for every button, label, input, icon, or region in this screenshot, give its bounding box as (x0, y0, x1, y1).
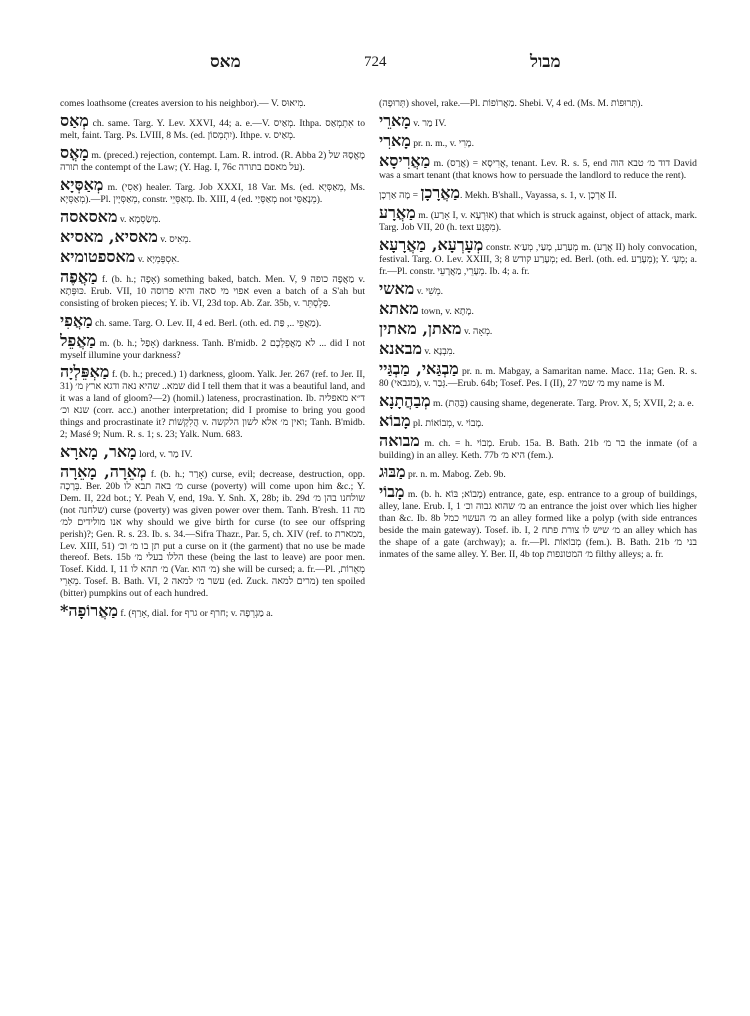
entry (379, 112, 697, 130)
headword: מַאְפֵּלְיָה (60, 362, 110, 382)
entry-text: (תְּרוּפָה) shovel, rake.—Pl. מַאֲרוֹפוֹת. Shebi. V, 4 ed. (Ms. M. תְּרוּפוֹת). (379, 98, 643, 109)
entry-text: pr. n. m., v. מָרִי. (413, 138, 475, 149)
entry-text: v. מִבְנָא. (424, 345, 455, 357)
entry-text: ch. same. Targ. Y. Lev. XXVI, 44; a. e.—V. מְאַיס. Ithpa. אִתְמְאַס to melt, faint. Targ. Ps. LVIII, 8 Ms. (ed. יִתְמְסוֹן). Ithpe. v. מְאַיס. (60, 118, 365, 141)
entry (379, 392, 697, 410)
headword: מְאַס (60, 111, 89, 130)
entry-text: lord, v. מַר IV. (139, 448, 193, 460)
entry (379, 152, 697, 182)
entry (379, 463, 697, 481)
headword: מאשי (379, 278, 415, 298)
entry (379, 184, 697, 202)
entry (60, 92, 365, 110)
headword: מַבּוּג (379, 462, 406, 482)
headword: מאספטומיא (60, 246, 136, 266)
entry-text: v. מְשִׁי. (416, 285, 444, 297)
headword: מָארִי (379, 131, 411, 150)
entry-text: m. (אָרַע I, v. אוּרְעָא) that which is struck against, object of attack, mark. Targ. Job VII, 20 (h. text מִפְגָּע). (379, 209, 697, 233)
entry-text: constr. מְעַרַע, מָעַי, מְעַ׳א m. (אֲרַע II) holy convocation, festival. Targ. O. Lev. XXIII, 3; 8 מְעָרַע קודש; ed. Berl. (oth. ed. מְעָרַע); Y. מְעָ׳; a. fr.—Pl. constr. מְעָרֵי, מַאֲרָעֵי. Ib. 4; a. fr. (379, 241, 697, 277)
entry-text: m. (b. h. מָבוֹא; בּוֹא) entrance, gate, esp. entrance to a group of buildings, alley, lane. Erub. I, 1 מ׳ שהוא גבוה וכ׳ an entrance the joist over which lies higher than &c. Ib. 8b מ׳ העשוי כמל an alley formed like a polyp (with side entrances beside the main gateway). Tosef. ib. I, 2 מ׳ שיש לו צורת פתח an alley which has the shape of a gate (archway); a. fr.—Pl. מְבוֹאוֹת (fem.). B. Bath. 21b בני מ׳ inmates of the same alley. Y. Ber. II, 4b top מ׳ המטונפות filthy alleys; a. fr. (379, 489, 697, 561)
entry (379, 432, 697, 462)
header-left-word: מאס (210, 52, 241, 72)
entry-text: f. (b. h.; אָפָה) something baked, batch. Men. V, 9 מַאֲפֶה כופה v. כּוּפְּתָא. Erub. VII, 10 אפוי מי סאה והיא פרוסה even a batch of a S'ah but consisting of broken pieces; Y. ib. VI, 23d top. Ab. Zar. 35b, v. פַּלְסְתֵּר. (60, 273, 365, 309)
headword: מאסאסה (60, 206, 118, 226)
entry (379, 92, 697, 110)
headword: מבואה (379, 430, 420, 450)
headword: מַבְגַּאי, מַבְגַּיי (379, 358, 459, 378)
page-header (60, 52, 700, 76)
entry (60, 112, 365, 142)
headword: מְבַהֲתָנָא (379, 390, 431, 410)
entry-text: m. (אֲרַס) = אֲרִיסָא, tenant. Lev. R. s. 5, end דוד מ׳ טבא הוה David was a smart tenant (that knows how to persuade the landlord to reduce the rent). (379, 158, 697, 181)
page-number: 724 (364, 54, 387, 70)
entry (379, 360, 697, 390)
entry-text: f. (אָרַף, dial. for גרף or חרף; v. מַגְרֵפָה a. (120, 608, 273, 620)
entry (379, 412, 697, 430)
entry (60, 363, 365, 441)
headword: מאתן, מאתין (379, 318, 462, 338)
entry (379, 236, 697, 278)
headword: מָבוֹי (379, 482, 405, 502)
entry (379, 132, 697, 150)
headword: מבאנא (379, 338, 422, 358)
entry (379, 280, 697, 298)
entry-text: pr. n. m. Mabgay, a Samaritan name. Macc. 11a; Gen. R. s. 80 (מגבאי), v. גְּבַר.—Erub. 64b; Tosef. Pes. I (II), 27 מ׳ שמי my name is M. (379, 365, 697, 389)
entry-text: m. (preced.) rejection, contempt. Lam. R. introd. (R. Abba 2) מָאֳסָהּ של תורה the contempt of the Law; (Y. Hag. I, 76c על מאסם בתורה). (60, 149, 365, 173)
entry (60, 176, 365, 206)
entry-text: town, v. מָתָא. (421, 305, 474, 317)
entry-text: pr. n. m. Mabog. Zeb. 9b. (407, 469, 506, 481)
entry (379, 300, 697, 318)
left-column (60, 92, 365, 997)
entry-text: v. אִסְפְּמְיָא. (137, 253, 180, 265)
entry (60, 463, 365, 600)
headword: מָאֳס (60, 142, 89, 162)
entry (60, 228, 365, 246)
entry-text: ch. same. Targ. O. Lev. II, 4 ed. Berl. (oth. ed. מַאֲפֵי .., פַּת). (95, 317, 322, 329)
entry-text: comes loathsome (creates aversion to his neighbor).— V. מִיאוּס. (60, 98, 306, 109)
right-column (379, 92, 697, 997)
headword: מְאַסְּיָא (60, 174, 104, 194)
entry (379, 320, 697, 338)
headword: מַאֲרִיסָא (379, 151, 431, 170)
entry (379, 483, 697, 561)
entry-text: m. (b. h.; אָפַל) darkness. Tanh. B'midb. 2 לא מַאֲפֵלְכֶם ... did I not myself illumine your darkness? (60, 337, 365, 361)
entry (379, 340, 697, 358)
entry (60, 332, 365, 362)
headword: מָאר, מָארָא (60, 441, 137, 461)
entry (60, 248, 365, 266)
headword: מַאֲרָע (379, 202, 416, 222)
entry-text: v. מְאָה. (463, 325, 493, 337)
entry-text: m. ch. = h. מָבוֹי. Erub. 15a. B. Bath. 21b בר מ׳ the inmate (of a building) in an alley. Keth. 77b היא מ׳ (fem.). (379, 437, 697, 461)
headword: מְעָרְעָא, מַאֲרָעָא (379, 234, 484, 254)
entry-text: pl. מְבוֹאוֹת, v. מָבוֹי. (412, 417, 484, 429)
headword: מַאֲפֵל (60, 330, 96, 350)
entry-text: v. מְאִיס. (160, 233, 192, 245)
entry-text: v. מְשַׂסְמָא. (119, 213, 161, 225)
headword: מאסיא, מאסיא (60, 226, 158, 246)
header-right-word: מבול (530, 52, 561, 72)
entry (379, 204, 697, 234)
entry-text: = מָה אַרְכָן. Mekh. B'shall., Vayassa, s. 1, v. אַרְכָן II. (379, 189, 617, 201)
headword: מַאֲפִי (60, 310, 93, 330)
entry-text: m. (אַסִי) healer. Targ. Job XXXI, 18 Var. Ms. (ed. מְאַסְּיָא, Ms. מְאַסְּיָא).—Pl. מְאַסְּיָין, constr. מְאַסְּיֵי. Ib. XIII, 4 (ed. מְאַסְּיַי not מְנָאַסֵּי). (60, 181, 365, 205)
headword: מָבוֹא (379, 410, 411, 430)
headword: מְאֵרָה, מָאֵרָה (60, 461, 147, 481)
entry (60, 268, 365, 310)
entry (60, 144, 365, 174)
entry (60, 208, 365, 226)
headword: מַאֲרָכָן (420, 182, 460, 202)
entry (60, 312, 365, 330)
entry (60, 443, 365, 461)
entry-text: m. (בְּהַת) causing shame, degenerate. Targ. Prov. X, 5; XVII, 2; a. e. (433, 397, 694, 409)
entry-text: f. (b. h.; preced.) 1) darkness, gloom. Yalk. Jer. 267 (ref. to Jer. II, 31) שמא.. שהיא נאה ודגא ארץ מ׳ did I tell them that it was a beautiful land, and it was a land of gloom?—2) (homil.) lateness, procrastination. Ib. ד״א מאפליה שנא וכ׳ (corr. acc.) another interpretation; did I promise to bring you good things and procrastinate it? הֲלִקְשׁוֹת v. ואין מ׳ אלא לשון הלקשה; Tanh. B'midb. 2; Masé 9; Num. R. s. 1; s. 23; Yalk. Num. 683. (60, 369, 365, 441)
headword: מאתא (379, 298, 419, 318)
headword: *מַאֲרוֹפָה (60, 601, 118, 621)
headword: מַאֲפֶה (60, 266, 98, 286)
entry (60, 602, 365, 620)
entry-text: f. (b. h.; אָרַר) curse, evil; decrease, destruction, opp. בְּרָכָה. Ber. 20b מ׳ באה תבא לו curse (poverty) will come upon him &c.; Y. Dem. II, 22d bot.; Y. Peah V, end, 19a. Y. Snh. X, 28b; ib. 29d שולחנו בהן מ׳ (not שלחנה) curse (poverty) was given power over them. Tanh. B'resh. 11 מה אנו מולידים למ׳ why should we give birth for curse (to see our offspring perish)?; Gen. R. s. 23. Ib. s. 34.—Sifra Thazr., Par. 5, ch. XIV (ref. to ממארת, Lev. XIII, 51) תן בו מ׳ וכ׳ put a curse on it (the garment) that no use be made thereof. Bets. 15b הללו בעלי מ׳ these (being the last to leave) are poor men. Tosef. Kidd. I, 11 מ׳ תהא לו (Var. מ׳ הוא) she will be cursed; a. fr.—Pl. מְאֵרוֹת, מְאֵרֵי. Tosef. B. Bath. VI, 2 עשר מ׳ למאה (ed. Zuck. מרים למאה) ten spoiled (bitter) pumpkins out of each hundred. (60, 468, 365, 600)
headword: מָארֵי (379, 111, 411, 130)
entry-text: v. מַר IV. (413, 118, 447, 129)
